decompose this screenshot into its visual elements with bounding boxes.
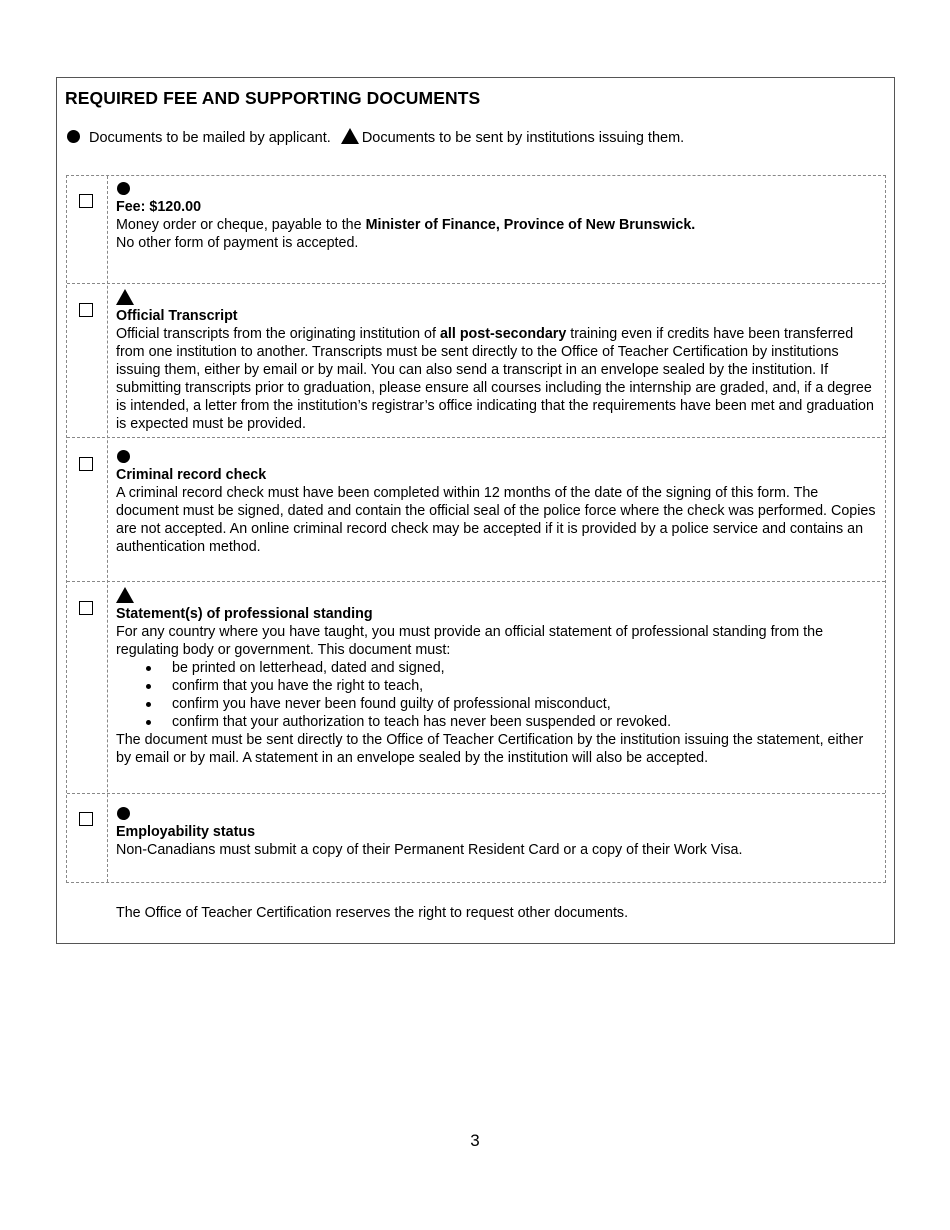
item-intro: For any country where you have taught, you must provide an official statement of professional standing from the regulating body or government. This document must: xyxy=(116,624,824,658)
item-title: Fee: $120.00 xyxy=(116,199,202,215)
legend-applicant-text: Documents to be mailed by applicant. xyxy=(89,130,331,146)
item-title: Employability status xyxy=(116,824,256,840)
checklist-row-employability xyxy=(67,793,885,882)
item-title: Criminal record check xyxy=(116,467,267,483)
black-circle-icon xyxy=(67,130,80,143)
item-description xyxy=(116,325,881,433)
item-description: A criminal record check must have been completed within 12 months of the date of the signing of this form. The document must be signed, dated and contain the official seal of the police force where the check was performed. Copies are not accepted. An online criminal record check may be accepted if it is provided by a police service and contains an authentication method. xyxy=(116,485,876,555)
section-title: REQUIRED FEE AND SUPPORTING DOCUMENTS xyxy=(65,88,481,108)
legend-institution-text: Documents to be sent by institutions issuing them. xyxy=(361,130,685,146)
professional-standing-checkbox[interactable] xyxy=(79,601,93,615)
item-outro: The document must be sent directly to the Office of Teacher Certification by the institution issuing the statement, either by email or by mail. A statement in an envelope sealed by the institution will also be accepted. xyxy=(116,732,864,766)
black-triangle-icon xyxy=(341,128,359,144)
legend xyxy=(67,130,684,146)
checklist-item-content xyxy=(116,807,881,859)
fee-checkbox[interactable] xyxy=(79,194,93,208)
footnote: The Office of Teacher Certification reserves the right to request other documents. xyxy=(116,905,629,921)
list-item: confirm you have never been found guilty of professional misconduct, xyxy=(116,695,881,713)
checklist-item-content xyxy=(116,182,881,252)
checklist-row-criminal-record xyxy=(67,437,885,581)
criminal-record-checkbox[interactable] xyxy=(79,457,93,471)
item-description: Non-Canadians must submit a copy of their Permanent Resident Card or a copy of their Work Visa. xyxy=(116,842,743,858)
black-circle-icon xyxy=(117,182,130,195)
item-title: Statement(s) of professional standing xyxy=(116,606,373,622)
item-description xyxy=(116,216,881,234)
checklist-item-content xyxy=(116,587,881,767)
fee-payee: Minister of Finance, Province of New Brunswick. xyxy=(365,217,696,233)
list-item: be printed on letterhead, dated and signed, xyxy=(116,659,881,677)
transcript-emphasis: all post-secondary xyxy=(439,326,567,342)
list-item: confirm that you have the right to teach, xyxy=(116,677,881,695)
transcript-text-cont: training even if credits have been transferred from one institution to another. Transcripts must be sent directly to the Office of Teacher Certification by institutions issuing them, either by email or by mail. You can also send a transcript in an envelope sealed by the institution. If submitting transcripts prior to graduation, please ensure all courses including the internship are graded, and, if a degree is intended, a letter from the institution’s registrar’s office indicating that the requirements have been met and graduation is expected must be provided. xyxy=(116,326,874,432)
employability-checkbox[interactable] xyxy=(79,812,93,826)
checklist-row-fee xyxy=(67,176,885,284)
transcript-text: Official transcripts from the originating institution of xyxy=(116,326,440,342)
checklist-item-content xyxy=(116,289,881,433)
black-circle-icon xyxy=(117,807,130,820)
checklist-item-content xyxy=(116,450,881,556)
black-circle-icon xyxy=(117,450,130,463)
page-number: 3 xyxy=(470,1131,480,1150)
black-triangle-icon xyxy=(116,289,134,305)
fee-payment-note: No other form of payment is accepted. xyxy=(116,235,359,251)
item-title: Official Transcript xyxy=(116,308,238,324)
checklist-row-transcript xyxy=(67,283,885,438)
black-triangle-icon xyxy=(116,587,134,603)
checklist-row-professional-standing xyxy=(67,581,885,793)
transcript-checkbox[interactable] xyxy=(79,303,93,317)
required-documents-section xyxy=(56,77,895,944)
requirements-list xyxy=(116,659,881,731)
documents-checklist xyxy=(66,175,886,883)
list-item: confirm that your authorization to teach has never been suspended or revoked. xyxy=(116,713,881,731)
fee-text: Money order or cheque, payable to the xyxy=(116,217,366,233)
